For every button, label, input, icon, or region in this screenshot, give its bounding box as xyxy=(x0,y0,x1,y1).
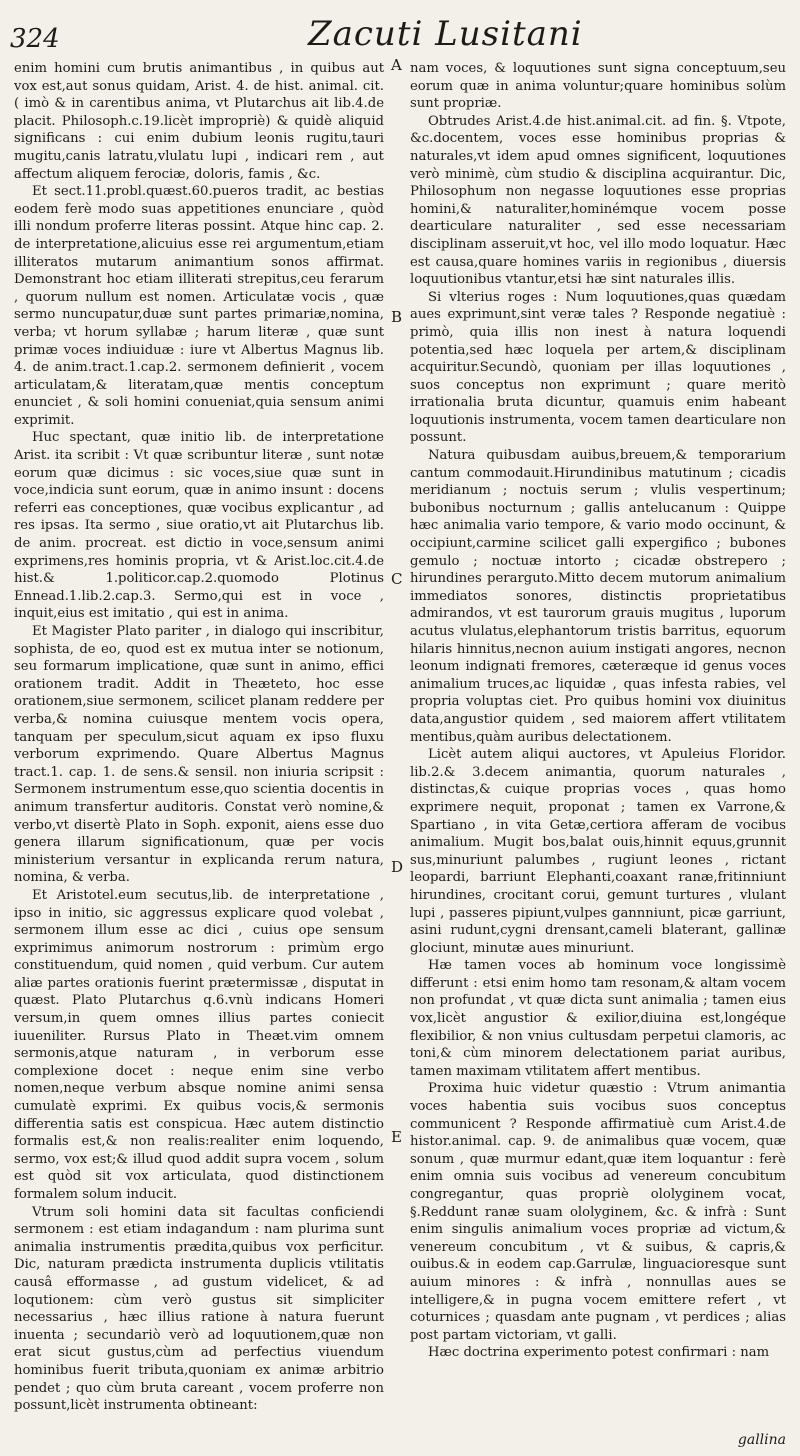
page-number: 324 xyxy=(10,24,60,54)
paragraph-right-5: Licèt autem aliqui auctores, vt Apuleius Floridor. lib.2.& 3.decem animantia, quorum naturales , distinctas,& cuique proprias voces , quas homo exprimere nequit, proponat ; tamen ex Varrone,& Spartiano , in vita Getæ,certiora afferam de vocibus animalium. Mugit bos,balat ouis,hinnit equus,grunnit sus,minuriunt palumbes , rugiunt leones , rictant leopardi, barriunt Elephanti,coaxant ranæ,fritinniunt hirundines, crocitant corui, gemunt turtures , vlulant lupi , passeres pipiunt,vulpes gannniunt, picæ garriunt, asini rudunt,cygni drensant,cameli blaterant, gallinæ glociunt, minutæ aues minuriunt. xyxy=(410,747,786,956)
paragraph-right-7: Proxima huic videtur quæstio : Vtrum animantia voces habentia suis vocibus suos conceptus communicent ? Responde affirmatiuè cum Arist.4.de histor.animal. cap. 9. de animalibus quæ vocem, quæ sonum , quæ murmur edant,quæ item loquantur : ferè enim omnia suis vocibus ad venereum concubitum congregantur, quas propriè ololyginem vocat, §.Reddunt ranæ suam ololyginem, &c. & infrà : Sunt enim singulis animalium voces propriæ ad victum,& venereum concubitum , vt & suibus, & capris,& ouibus.& in eodem cap.Garrulæ, linguacioresque sunt auium minores : & infrà , nonnullas aues se intelligere,& in pugna vocem emittere refert , vt coturnices ; quasdam ante pugnam , vt perdices ; alias post partam victoriam, vt galli. xyxy=(410,1081,786,1343)
paragraph-left-5: Et Aristotel.eum secutus,lib. de interpretatione , ipso in initio, sic aggressus explicare quod volebat , sermonem illum esse ac dici , cuius ope sensum exprimimus animorum nostrorum : primùm ergo constituendum, quid nomen , quid verbum. Cur autem aliæ partes orationis fuerint prætermissæ , disputat in quæst. Plato Plutarchus q.6.vnù indicans Homeri versum,in quem omnes illius partes coniecit iuueniliter. Rursus Plato in Theæt.vim omnem sermonis,atque naturam , in verborum esse complexione docet : neque enim sine verbo nomen,neque verbum absque nomine animi sensa cumulatè exprimi. Ex quibus vocis,& sermonis differentia satis est conspicua. Hæc autem distinctio formalis est,& non realis:realiter enim loquendo, sermo, vox est;& illud quod addit supra vocem , solum est quòd sit vox articulata, quod distinctionem formalem solum inducit. xyxy=(14,887,384,1202)
running-head: Zacuti Lusitani xyxy=(308,14,583,54)
paragraph-right-1: nam voces, & loquutiones sunt signa conceptuum,seu eorum quæ in anima voluntur;quare hominibus solùm sunt propriæ. xyxy=(410,61,786,112)
paragraph-right-4: Natura quibusdam auibus,breuem,& temporarium cantum commodauit.Hirundinibus matutinum ; cicadis meridianum ; noctuis serum ; vlulis vespertinum; bubonibus nocturnum ; gallis antelucanum : Quippe hæc animalia vario tempore, & vario modo occinunt, & occipiunt,carmine scilicet galli expergifico ; bubones gemulo ; noctuæ intorto ; cicadæ obstrepero ; hirundines perarguto.Mitto decem mutorum animalium immediatos sonores, distinctis proprietatibus admirandos, vt est taurorum grauis mugitus , luporum acutus vlulatus,elephantorum tristis barritus, equorum hilaris hinnitus,necnon auium instigati angores, necnon leonum indignati fremores, cæteræque id genus voces animalium truces,ac liquidæ , quas infesta rabies, vel propria voluptas ciet. Pro quibus homini vox diuinitus data,angustior quidem , sed maiorem affert vtilitatem mentibus,quàm auribus delectationem. xyxy=(410,448,786,745)
paragraph-left-6: Vtrum soli homini data sit facultas conficiendi sermonem : est etiam indagandum : nam plurima sunt animalia instrumentis prædita,quibus vox perficitur. Dic, naturam prædicta instrumenta duplicis vtilitatis causâ efformasse , ad gustum videlicet, & ad loqutionem: cùm verò gustus sit simpliciter necessarius , hæc illius ratione à natura fuerunt inuenta ; secundariò verò ad loquutionem,quæ non erat sicut gustus,cùm ad perfectius viuendum hominibus fuerit tributa,quoniam ex animæ arbitrio pendet ; quo cùm bruta careant , vocem proferre non possunt,licèt instrumenta obtineant: xyxy=(14,1204,384,1414)
margin-letter-b: B xyxy=(391,308,403,326)
margin-letter-a: A xyxy=(391,56,402,74)
paragraph-left-2: Et sect.11.probl.quæst.60.pueros tradit, ac bestias eodem ferè modo suas appetitiones enunciare , quòd illi nondum proferre literas possint. Atque hinc cap. 2. de interpretatione,alicuius esse rei argumentum,etiam illiteratos mutarum animantium sonos affirmat. Demonstrant hoc etiam illiterati strepitus,ceu ferarum , quorum nullum est nomen. Articulatæ vocis , quæ sermo nuncupatur,duæ sunt partes primariæ,nomina, verba; vt horum syllabæ ; harum literæ , quæ sunt primæ voces indiuiduæ : iure vt Albertus Magnus lib. 4. de anim.tract.1.cap.2. sermonem definierit , vocem articulatam,& literatam,quæ mentis conceptum enunciet , & soli homini conueniat,quia sensum animi exprimit. xyxy=(14,184,384,428)
margin-letter-d: D xyxy=(391,858,404,876)
paragraph-right-3: Si vlterius roges : Num loquutiones,quas quædam aues exprimunt,sint veræ tales ? Responde negatiuè : primò, quia illis non inest à natura loquendi potentia,sed hæc loquela per artem,& disciplinam acquiritur.Secundò, quoniam per illas loquutiones , suos conceptus non exprimunt ; quare meritò irrationalia bruta dicuntur, quamuis enim habeant loquutionis instrumenta, vocem tamen dearticulare non possunt. xyxy=(410,289,786,446)
margin-letter-c: C xyxy=(391,570,403,588)
left-column xyxy=(14,60,384,1440)
paragraph-right-2: Obtrudes Arist.4.de hist.animal.cit. ad fin. §. Vtpote, &c.docentem, voces esse hominibus proprias & naturales,vt idem apud omnes significent, loquutiones verò minimè, cùm studio & disciplina acquirantur. Dic, Philosophum non negasse loquutiones esse proprias homini,& naturaliter,hominémque vocem posse dearticulare naturaliter , sed esse necessariam disciplinam asseruit,vt hoc, vel illo modo loquatur. Hæc est causa,quare homines variis in regionibus , diuersis loquutionibus vtantur,etsi hæ sint naturales illis. xyxy=(410,113,786,288)
paragraph-left-4: Et Magister Plato pariter , in dialogo qui inscribitur, sophista, de eo, quod est ex mutua inter se notionum, seu formarum implicatione, quæ sunt in animo, effici orationem tradit. Addit in Theæteto, hoc esse orationem,siue sermonem, scilicet planam reddere per verba,& nomina cuiusque mentem vocis opera, tanquam per speculum,sicut aquam ex ipso fluxu verborum exprimendo. Quare Albertus Magnus tract.1. cap. 1. de sens.& sensil. non iniuria scripsit : Sermonem instrumentum esse,quo scientia docentis in animum transfertur auditoris. Constat verò nomine,& verbo,vt disertè Plato in Soph. exponit, aiens esse duo genera illarum significationum, quæ per vocis ministerium versantur in explicanda rerum natura, nomina, & verba. xyxy=(14,624,384,886)
margin-letter-e: E xyxy=(391,1128,402,1146)
paragraph-right-8: Hæc doctrina experimento potest confirmari : nam xyxy=(428,1345,770,1361)
paragraph-left-3: Huc spectant, quæ initio lib. de interpretatione Arist. ita scribit : Vt quæ scribuntur literæ , sunt notæ eorum quæ dicimus : sic voces,siue quæ sunt in voce,indicia sunt eorum, quæ in animo insunt : docens referri eas conceptiones, quæ vocibus explicantur , ad res ipsas. Ita sermo , siue oratio,vt ait Plutarchus lib. de anim. procreat. est dictio in voce,sensum animi exprimens,res hominis propria, vt & Arist.loc.cit.4.de hist.& 1.politicor.cap.2.quomodo Plotinus Ennead.1.lib.2.cap.3. Sermo,qui est in voce , inquit,eius est imitatio , qui est in anima. xyxy=(14,430,384,622)
paragraph-right-6: Hæ tamen voces ab hominum voce longissimè differunt : etsi enim homo tam resonam,& altam vocem non profundat , vt quæ dicta sunt animalia ; tamen eius vox,licèt angustior & exilior,diuina est,longéque flexibilior, & non vnius cultusdam perpetui clamoris, ac toni,& cùm minorem delectationem pariat auribus, tamen maximam vtilitatem affert mentibus. xyxy=(410,958,786,1079)
catchword: gallina xyxy=(737,1432,786,1448)
paragraph-left-1: enim homini cum brutis animantibus , in quibus aut vox est,aut sonus quidam, Arist. 4. de hist. animal. cit. ( imò & in carentibus anima, vt Plutarchus ait lib.4.de placit. Philosoph.c.19.licèt impropriè) & quidè aliquid significans : cui enim dubium leonis rugitu,tauri mugitu,canis latratu,vlulatu lupi , indicari rem , aut affectum aliquem ferociæ, doloris, famis , &c. xyxy=(14,61,384,182)
right-column xyxy=(410,60,786,1440)
